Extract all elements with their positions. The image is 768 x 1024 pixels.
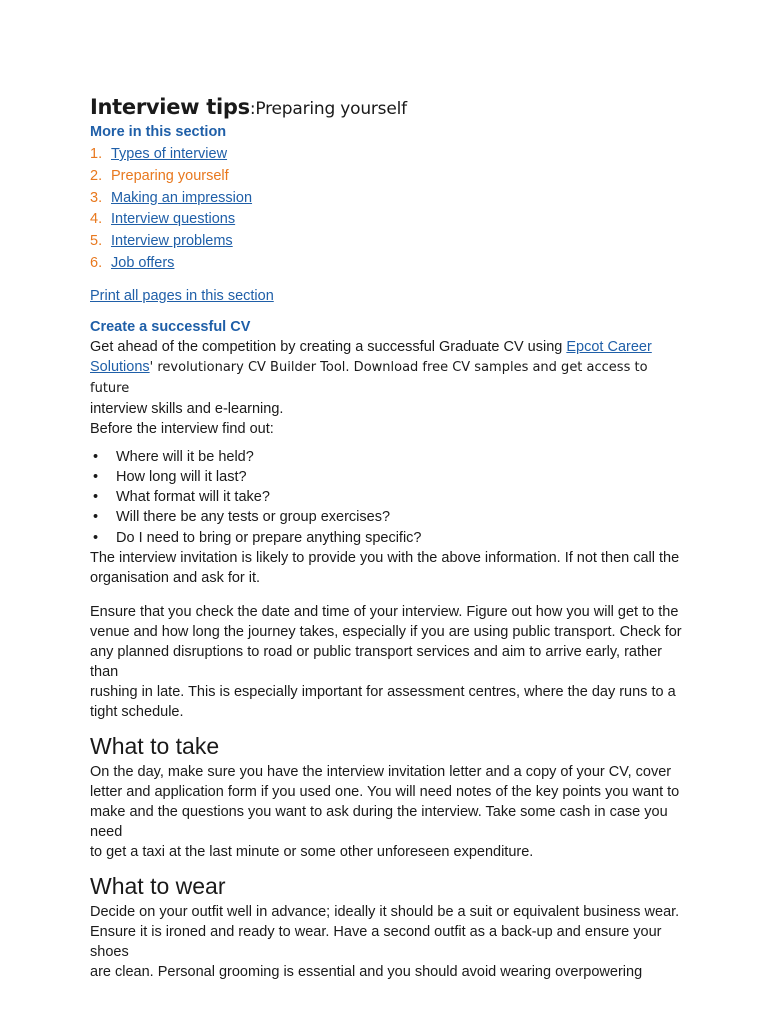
- toc-link-making-an-impression[interactable]: Making an impression: [111, 189, 253, 206]
- ensure-paragraph-line: Ensure that you check the date and time of your interview. Figure out how you will get to the: [90, 603, 679, 620]
- invitation-paragraph-line: organisation and ask for it.: [90, 569, 261, 586]
- cv-intro-text-b: ' revolutionary CV Builder Tool. Download free CV samples and get access to future: [90, 359, 648, 396]
- toc-item-problems: [90, 231, 690, 253]
- list-item-text: How long will it last?: [116, 468, 247, 485]
- what-to-take-heading: What to take: [90, 732, 220, 759]
- before-interview-text: Before the interview find out:: [90, 420, 274, 437]
- epcot-career-link[interactable]: Epcot Career Solutions: [90, 338, 652, 375]
- bullet-icon: •: [93, 468, 99, 485]
- list-item-text: Do I need to bring or prepare anything specific?: [116, 529, 422, 546]
- what-to-wear-line: are clean. Personal grooming is essential and you should avoid wearing overpowering: [90, 963, 643, 980]
- section-heading: More in this section: [90, 124, 227, 140]
- list-item: [90, 528, 690, 548]
- print-all-link[interactable]: Print all pages in this section: [90, 287, 274, 304]
- toc-number: 3.: [90, 189, 103, 206]
- cv-intro-text: Get ahead of the competition by creating a successful Graduate CV using: [90, 338, 567, 355]
- toc-number: 6.: [90, 254, 103, 271]
- list-item: [90, 507, 690, 527]
- page-title: [90, 92, 690, 122]
- what-to-take-line: letter and application form if you used one. You will need notes of the key points you want to: [90, 783, 680, 800]
- bullet-icon: •: [93, 509, 99, 526]
- ensure-paragraph-line: tight schedule.: [90, 703, 184, 720]
- toc-current-preparing-yourself: Preparing yourself: [111, 167, 229, 184]
- list-item-text: Where will it be held?: [116, 448, 254, 465]
- list-item: [90, 467, 690, 487]
- what-to-take-line: On the day, make sure you have the interview invitation letter and a copy of your CV, cover: [90, 763, 672, 780]
- toc-item-impression: [90, 188, 690, 210]
- toc-link-job-offers[interactable]: Job offers: [111, 254, 175, 271]
- ensure-paragraph-line: venue and how long the journey takes, especially if you are using public transport. Check for: [90, 623, 682, 640]
- cv-intro-cont: interview skills and e-learning.: [90, 400, 284, 417]
- ensure-paragraph-line: rushing in late. This is especially important for assessment centres, where the day runs to a: [90, 683, 676, 700]
- toc-number: 1.: [90, 146, 103, 162]
- bullet-icon: •: [93, 448, 99, 465]
- what-to-take-line: make and the questions you want to ask during the interview. Take some cash in case you need: [90, 803, 668, 840]
- toc-link-types-of-interview[interactable]: Types of interview: [111, 146, 228, 162]
- toc-item-offers: [90, 253, 690, 275]
- toc-number: 2.: [90, 167, 103, 184]
- what-to-wear-line: Decide on your outfit well in advance; ideally it should be a suit or equivalent business wear.: [90, 903, 680, 920]
- section-toc: [90, 144, 690, 275]
- what-to-wear-line: Ensure it is ironed and ready to wear. Have a second outfit as a back-up and ensure your shoes: [90, 923, 662, 960]
- document-page: [90, 92, 690, 982]
- toc-number: 5.: [90, 233, 103, 250]
- cv-intro: [90, 337, 690, 399]
- toc-link-interview-questions[interactable]: Interview questions: [111, 211, 236, 228]
- toc-item-types: [90, 144, 690, 166]
- toc-number: 4.: [90, 211, 103, 228]
- toc-item-preparing: [90, 166, 690, 188]
- page-title-main: Interview tips: [90, 95, 250, 119]
- list-item: [90, 447, 690, 467]
- question-list: [90, 447, 690, 548]
- bullet-icon: •: [93, 529, 99, 546]
- what-to-wear-heading: What to wear: [90, 872, 226, 899]
- list-item-text: What format will it take?: [116, 489, 270, 506]
- page-title-sub: :Preparing yourself: [249, 99, 407, 119]
- toc-link-interview-problems[interactable]: Interview problems: [111, 233, 233, 250]
- toc-item-questions: [90, 209, 690, 231]
- list-item: [90, 487, 690, 507]
- cv-heading: Create a successful CV: [90, 318, 251, 335]
- ensure-paragraph-line: any planned disruptions to road or public transport services and aim to arrive early, rather than: [90, 643, 662, 680]
- invitation-paragraph-line: The interview invitation is likely to provide you with the above information. If not then call the: [90, 549, 680, 566]
- list-item-text: Will there be any tests or group exercises?: [116, 509, 391, 526]
- bullet-icon: •: [93, 489, 99, 506]
- what-to-take-line: to get a taxi at the last minute or some other unforeseen expenditure.: [90, 843, 534, 860]
